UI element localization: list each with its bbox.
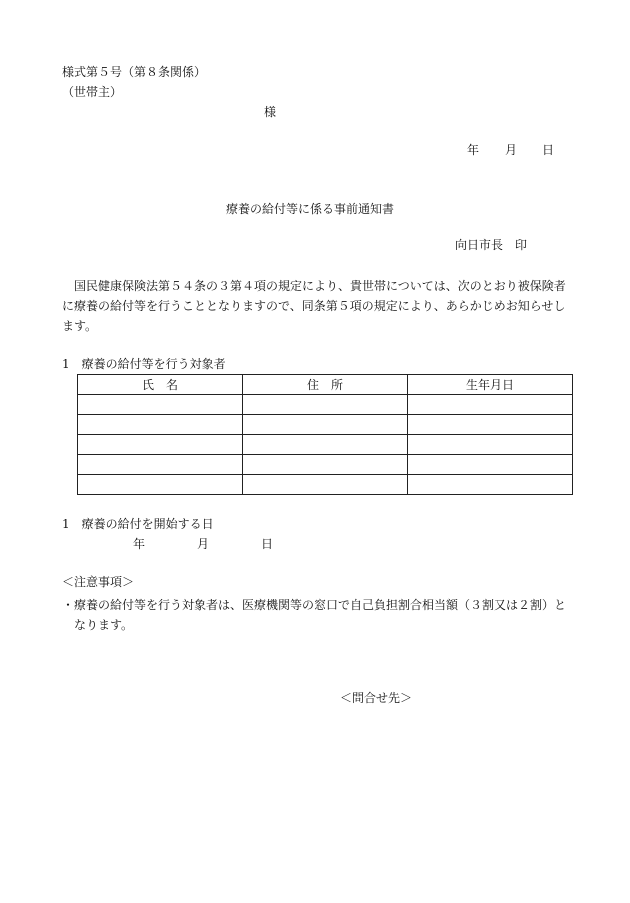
column-header-birthdate: 生年月日 (407, 375, 572, 395)
date-day: 日 (542, 143, 555, 157)
table-row (78, 475, 573, 495)
table-cell-name[interactable] (78, 415, 243, 435)
table-row (78, 455, 573, 475)
target-persons-table (77, 374, 573, 495)
table-cell-birthdate[interactable] (407, 415, 572, 435)
issuer: 向日市長 印 (455, 238, 528, 252)
table-cell-name[interactable] (78, 395, 243, 415)
salutation: 様 (264, 105, 277, 119)
table-cell-address[interactable] (242, 395, 407, 415)
date-month: 月 (505, 143, 518, 157)
document-title: 療養の給付等に係る事前通知書 (226, 202, 395, 216)
table-cell-address[interactable] (242, 455, 407, 475)
notes-item: ・療養の給付等を行う対象者は、医療機関等の窓口で自己負担割合相当額（３割又は２割）となります。 (62, 598, 567, 632)
column-header-address: 住 所 (242, 375, 407, 395)
start-date-year: 年 (133, 537, 146, 551)
table-cell-birthdate[interactable] (407, 435, 572, 455)
body-paragraph: 国民健康保険法第５４条の３第４項の規定により、貴世帯については、次のとおり被保険者に療養の給付等を行うこととなりますので、同条第５項の規定により、あらかじめお知らせします。 (62, 279, 566, 333)
table-row (78, 395, 573, 415)
column-header-name: 氏 名 (78, 375, 243, 395)
table-row (78, 435, 573, 455)
contact-heading: ＜問合せ先＞ (340, 691, 413, 705)
table-header-row (78, 375, 573, 395)
start-date-month: 月 (197, 537, 210, 551)
table-cell-address[interactable] (242, 415, 407, 435)
table-cell-name[interactable] (78, 475, 243, 495)
table-cell-name[interactable] (78, 435, 243, 455)
recipient-type: （世帯主） (62, 85, 123, 99)
table-cell-birthdate[interactable] (407, 455, 572, 475)
table-cell-birthdate[interactable] (407, 475, 572, 495)
table-row (78, 415, 573, 435)
section1-heading: 1 療養の給付等を行う対象者 (62, 357, 226, 371)
table-cell-address[interactable] (242, 475, 407, 495)
start-date-day: 日 (261, 537, 274, 551)
date-year: 年 (467, 143, 480, 157)
table-cell-name[interactable] (78, 455, 243, 475)
table-cell-address[interactable] (242, 435, 407, 455)
section2-heading: 1 療養の給付を開始する日 (62, 517, 214, 531)
notes-heading: ＜注意事項＞ (62, 575, 135, 589)
form-number: 様式第５号（第８条関係） (62, 65, 207, 79)
table-cell-birthdate[interactable] (407, 395, 572, 415)
